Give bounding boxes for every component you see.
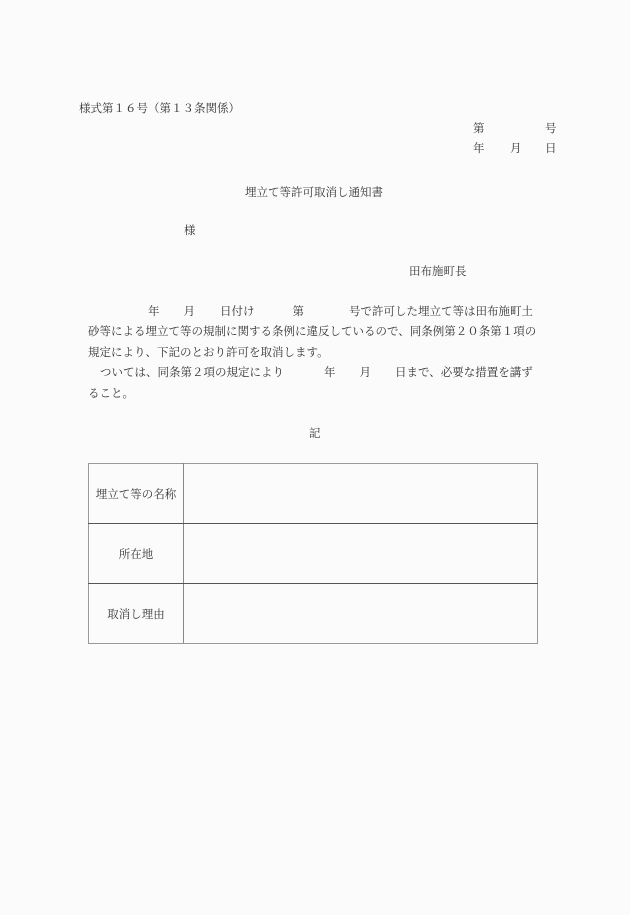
table-row xyxy=(89,524,538,584)
doc-number-prefix: 第 xyxy=(473,121,485,135)
row-label-location: 所在地 xyxy=(89,524,184,584)
date-day-label: 日 xyxy=(545,141,557,155)
body-line-1 xyxy=(88,306,533,318)
body-year-label: 年 xyxy=(148,304,160,318)
body-day-label: 日付け xyxy=(220,304,255,318)
deadline-year-label: 年 xyxy=(324,365,336,379)
row-label-reason: 取消し理由 xyxy=(89,584,184,644)
doc-number-suffix: 号 xyxy=(545,121,557,135)
body-line-4 xyxy=(88,367,533,379)
addressee-honorific: 様 xyxy=(184,223,196,237)
date-month-label: 月 xyxy=(510,141,522,155)
body-line-4-text: ついては、同条第２項の規定により xyxy=(100,365,284,379)
table-row xyxy=(89,584,538,644)
table-row xyxy=(89,464,538,524)
deadline-month-label: 月 xyxy=(359,365,371,379)
body-line-3: 規定により、下記のとおり許可を取消します。 xyxy=(88,345,329,359)
details-table xyxy=(88,463,538,644)
body-month-label: 月 xyxy=(183,304,195,318)
form-number: 様式第１６号（第１３条関係） xyxy=(79,101,240,115)
issuer-name: 田布施町長 xyxy=(409,264,467,278)
body-line-4-tail: 日まで、必要な措置を講ず xyxy=(395,365,533,379)
row-value-name xyxy=(184,464,538,524)
body-line-5: ること。 xyxy=(88,386,134,400)
row-value-location xyxy=(184,524,538,584)
body-number-prefix: 第 xyxy=(292,304,304,318)
row-label-name: 埋立て等の名称 xyxy=(89,464,184,524)
row-value-reason xyxy=(184,584,538,644)
body-line-2: 砂等による埋立て等の規制に関する条例に違反しているので、同条例第２０条第１項の xyxy=(88,324,537,338)
body-line-1-text: 号で許可した埋立て等は田布施町土 xyxy=(349,304,533,318)
date-year-label: 年 xyxy=(473,141,485,155)
document-title: 埋立て等許可取消し通知書 xyxy=(245,185,383,199)
ki-heading: 記 xyxy=(309,426,321,440)
